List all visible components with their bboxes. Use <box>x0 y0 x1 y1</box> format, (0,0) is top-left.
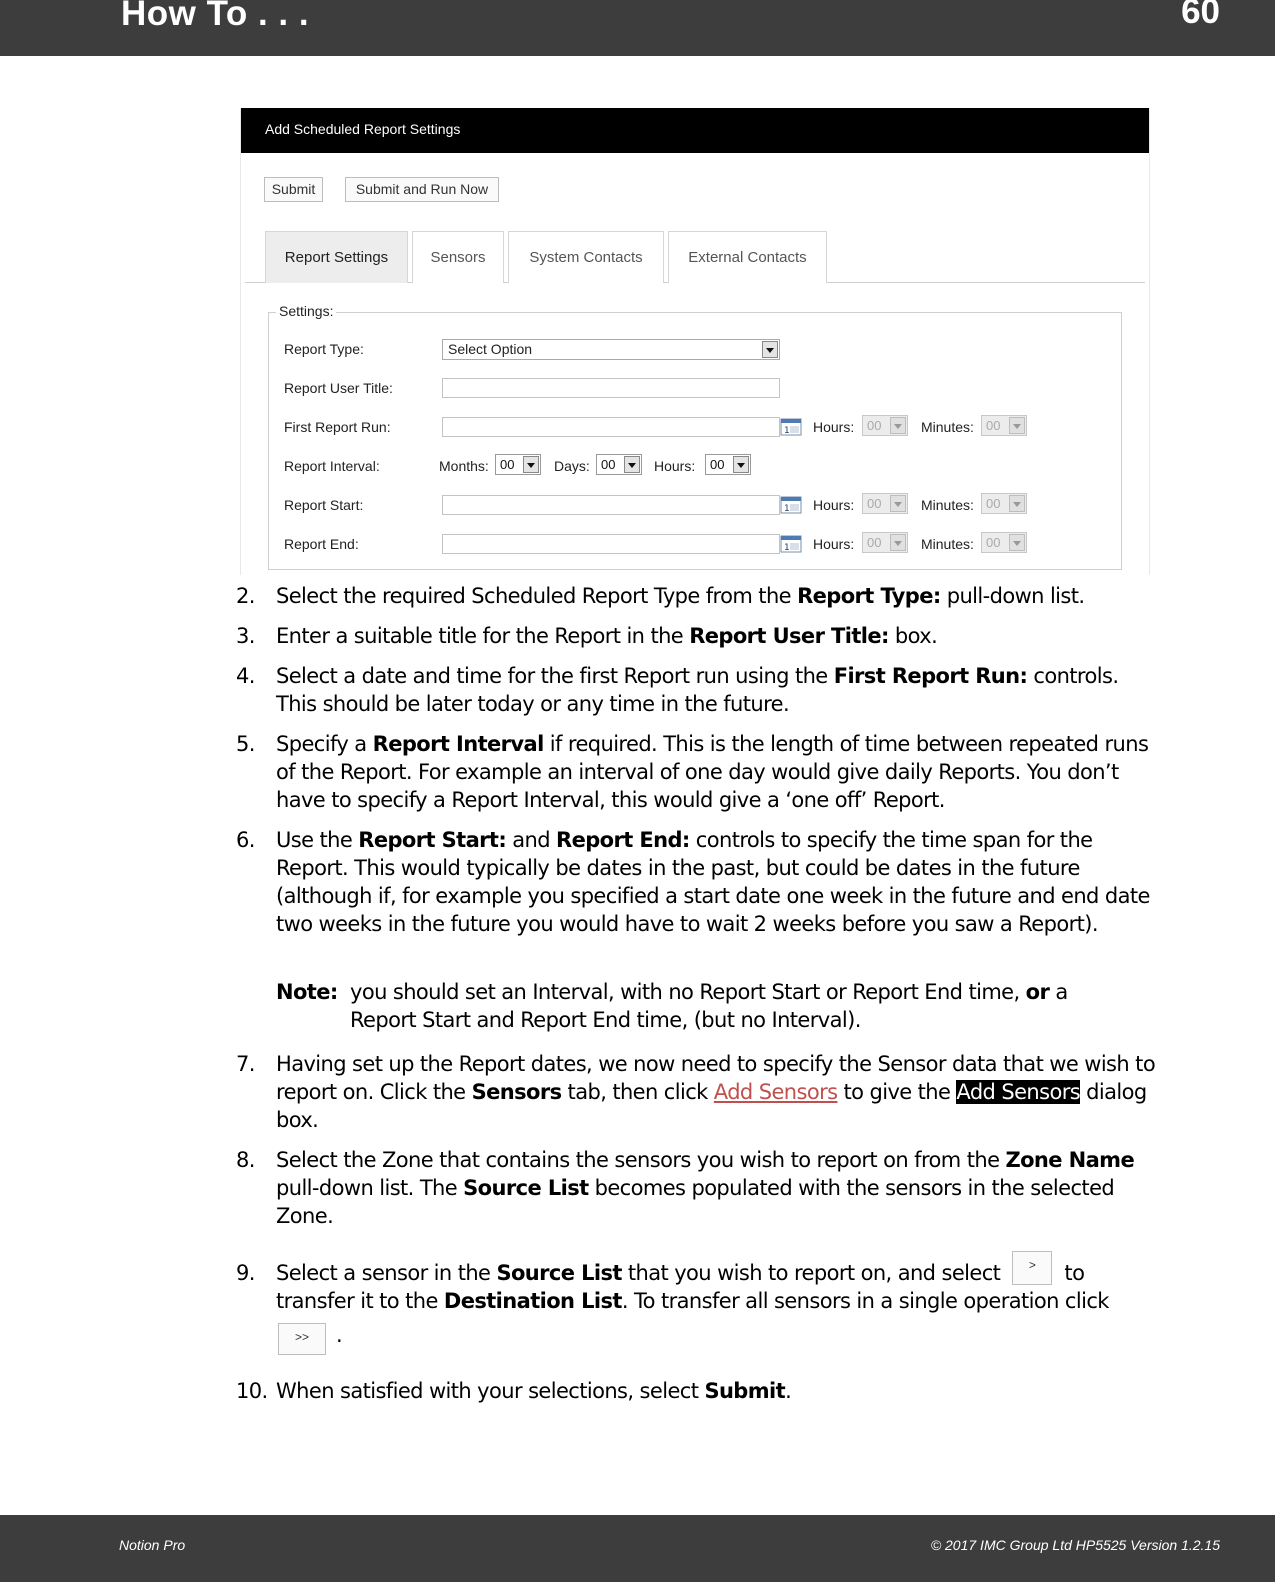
report-type-select[interactable] <box>442 339 780 360</box>
calendar-icon[interactable] <box>780 533 802 553</box>
start-hours-label: Hours: <box>813 497 855 513</box>
add-sensors-link[interactable]: Add Sensors <box>713 1080 838 1104</box>
interval-days-select[interactable]: 00 <box>596 454 642 475</box>
report-interval-label: Report Interval: <box>284 458 380 474</box>
calendar-icon[interactable] <box>780 494 802 514</box>
chevron-down-icon <box>1009 417 1025 434</box>
footer-product: Notion Pro <box>119 1537 186 1553</box>
svg-text:1: 1 <box>784 426 790 436</box>
report-start-input[interactable] <box>442 495 780 515</box>
tab-external-contacts[interactable]: External Contacts <box>668 231 827 283</box>
tab-sensors[interactable]: Sensors <box>412 231 504 283</box>
submit-and-run-now-button[interactable]: Submit and Run Now <box>345 177 499 202</box>
page-number: 60 <box>1181 0 1220 31</box>
start-hours-select[interactable]: 00 <box>862 493 908 514</box>
tab-system-contacts[interactable]: System Contacts <box>508 231 664 283</box>
report-user-title-input[interactable] <box>442 378 780 398</box>
footer-copyright: © 2017 IMC Group Ltd HP5525 Version 1.2.15 <box>930 1537 1220 1553</box>
page-footer <box>0 1515 1275 1582</box>
chevron-down-icon <box>733 456 749 473</box>
report-type-value: Select Option <box>448 341 533 357</box>
chevron-down-icon <box>624 456 640 473</box>
settings-legend: Settings: <box>276 303 336 319</box>
start-minutes-select[interactable]: 00 <box>981 493 1027 514</box>
tab-report-settings[interactable]: Report Settings <box>265 231 408 283</box>
end-minutes-label: Minutes: <box>921 536 974 552</box>
transfer-one-button[interactable]: > <box>1012 1251 1052 1285</box>
svg-text:1: 1 <box>784 543 790 553</box>
first-run-hours-label: Hours: <box>813 419 855 435</box>
interval-hours-select[interactable]: 00 <box>705 454 751 475</box>
end-minutes-select[interactable]: 00 <box>981 532 1027 553</box>
page-header <box>0 0 1275 56</box>
section-title: How To . . . <box>121 0 310 33</box>
first-run-hours-select[interactable]: 00 <box>862 415 908 436</box>
end-hours-label: Hours: <box>813 536 855 552</box>
chevron-down-icon <box>890 417 906 434</box>
add-sensors-highlight: Add Sensors <box>956 1080 1081 1104</box>
first-run-minutes-select[interactable]: 00 <box>981 415 1027 436</box>
report-user-title-label: Report User Title: <box>284 380 393 396</box>
transfer-all-button[interactable]: >> <box>278 1323 326 1355</box>
interval-months-label: Months: <box>439 458 489 474</box>
report-start-label: Report Start: <box>284 497 364 513</box>
dialog-title-bar <box>241 108 1149 153</box>
note-label: Note: <box>276 980 338 1004</box>
dialog-title: Add Scheduled Report Settings <box>265 121 461 137</box>
submit-button[interactable]: Submit <box>264 177 323 202</box>
report-settings-screenshot <box>240 108 1150 575</box>
chevron-down-icon <box>1009 534 1025 551</box>
svg-text:1: 1 <box>784 504 790 514</box>
report-end-input[interactable] <box>442 534 780 554</box>
interval-days-label: Days: <box>554 458 590 474</box>
interval-months-select[interactable]: 00 <box>495 454 541 475</box>
end-hours-select[interactable]: 00 <box>862 532 908 553</box>
chevron-down-icon <box>890 495 906 512</box>
chevron-down-icon <box>762 341 778 358</box>
interval-hours-label: Hours: <box>654 458 696 474</box>
first-report-run-input[interactable] <box>442 417 780 437</box>
first-report-run-label: First Report Run: <box>284 419 391 435</box>
chevron-down-icon <box>523 456 539 473</box>
report-type-label: Report Type: <box>284 341 364 357</box>
calendar-icon[interactable] <box>780 416 802 436</box>
chevron-down-icon <box>890 534 906 551</box>
chevron-down-icon <box>1009 495 1025 512</box>
start-minutes-label: Minutes: <box>921 497 974 513</box>
first-run-minutes-label: Minutes: <box>921 419 974 435</box>
report-end-label: Report End: <box>284 536 359 552</box>
